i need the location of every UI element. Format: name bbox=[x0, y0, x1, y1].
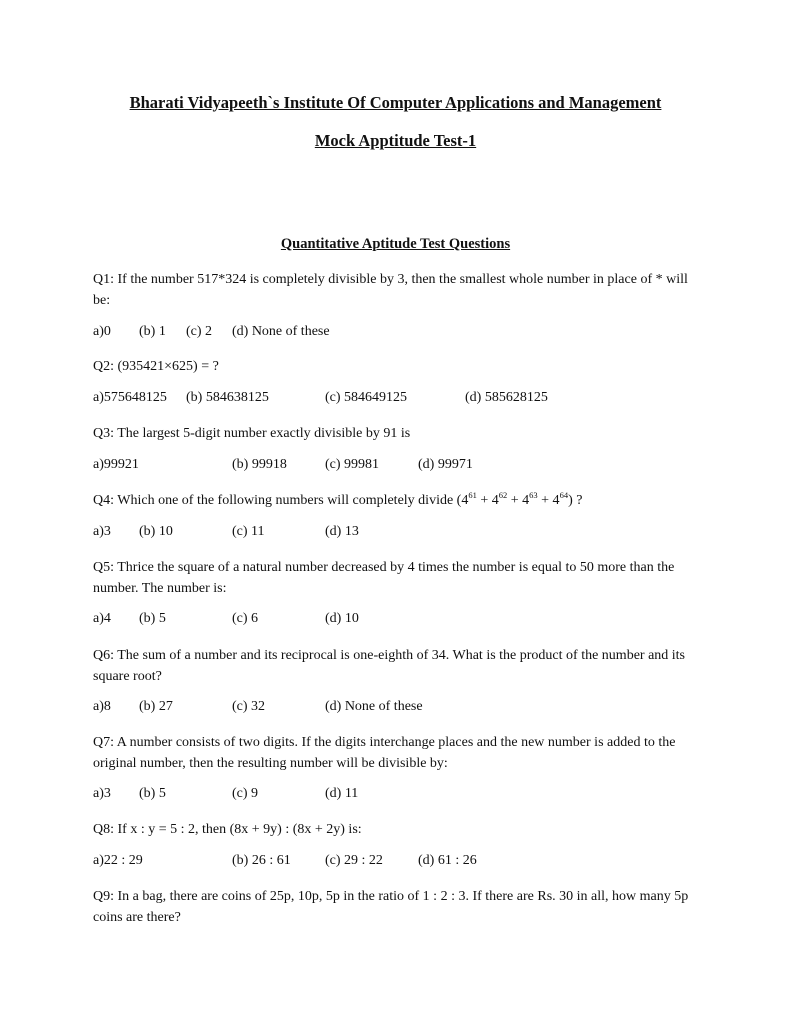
q4-plus-3: + 4 bbox=[537, 493, 560, 508]
options-q3 bbox=[93, 457, 703, 477]
options-q2 bbox=[93, 390, 703, 410]
option-c: (c) 584649125 bbox=[325, 390, 408, 405]
option-d: (d) 13 bbox=[325, 524, 359, 539]
options-q6 bbox=[93, 699, 703, 719]
question-8: Q8: If x : y = 5 : 2, then (8x + 9y) : (8x + 2y) is: bbox=[93, 822, 362, 837]
option-a: a)3 bbox=[93, 786, 111, 801]
option-d: (d) None of these bbox=[232, 324, 330, 339]
option-a: a)0 bbox=[93, 324, 111, 339]
q4-suffix: ) ? bbox=[568, 493, 583, 508]
question-9: Q9: In a bag, there are coins of 25p, 10p, 5p in the ratio of 1 : 2 : 3. If there are Rs. 30 in all, how many 5p coins are there? bbox=[93, 889, 689, 925]
q4-plus-1: + 4 bbox=[476, 493, 499, 508]
question-2: Q2: (935421×625) = ? bbox=[93, 359, 219, 374]
option-a: a)4 bbox=[93, 611, 111, 626]
option-c: (c) 2 bbox=[186, 324, 213, 339]
option-b: (b) 1 bbox=[139, 324, 166, 339]
q4-exponent-3: 63 bbox=[529, 490, 538, 500]
options-q1 bbox=[93, 324, 703, 344]
option-c: (c) 11 bbox=[232, 524, 265, 539]
option-d: (d) 10 bbox=[325, 611, 359, 626]
option-b: (b) 5 bbox=[139, 786, 166, 801]
question-6: Q6: The sum of a number and its reciprocal is one-eighth of 34. What is the product of the number and its square root? bbox=[93, 648, 686, 684]
question-7: Q7: A number consists of two digits. If the digits interchange places and the new number is added to the original number, then the resulting number will be divisible by: bbox=[93, 735, 676, 771]
option-c: (c) 99981 bbox=[325, 457, 380, 472]
option-d: (d) 99971 bbox=[418, 457, 473, 472]
option-d: (d) 61 : 26 bbox=[418, 853, 477, 868]
option-b: (b) 584638125 bbox=[186, 390, 269, 405]
q4-exponent-4: 64 bbox=[559, 490, 569, 500]
option-c: (c) 6 bbox=[232, 611, 259, 626]
option-b: (b) 99918 bbox=[232, 457, 287, 472]
q4-exponent-2: 62 bbox=[498, 490, 508, 500]
option-b: (b) 10 bbox=[139, 524, 173, 539]
option-b: (b) 27 bbox=[139, 699, 173, 714]
test-title: Mock Apptitude Test-1 bbox=[314, 131, 477, 150]
question-3: Q3: The largest 5-digit number exactly divisible by 91 is bbox=[93, 426, 411, 441]
q4-exponent-1: 61 bbox=[468, 490, 477, 500]
option-a: a)575648125 bbox=[93, 390, 167, 405]
option-c: (c) 9 bbox=[232, 786, 259, 801]
option-d: (d) 11 bbox=[325, 786, 359, 801]
option-d: (d) None of these bbox=[325, 699, 423, 714]
options-q8 bbox=[93, 853, 703, 873]
institute-title: Bharati Vidyapeeth`s Institute Of Computer Applications and Management bbox=[129, 93, 662, 112]
option-d: (d) 585628125 bbox=[465, 390, 548, 405]
option-a: a)22 : 29 bbox=[93, 853, 143, 868]
options-q4 bbox=[93, 524, 703, 544]
question-5: Q5: Thrice the square of a natural number decreased by 4 times the number is equal to 50 more than the number. The number is: bbox=[93, 560, 675, 596]
option-b: (b) 26 : 61 bbox=[232, 853, 291, 868]
section-title: Quantitative Aptitude Test Questions bbox=[280, 236, 511, 252]
option-c: (c) 29 : 22 bbox=[325, 853, 383, 868]
question-4 bbox=[93, 490, 703, 511]
option-a: a)3 bbox=[93, 524, 111, 539]
question-1: Q1: If the number 517*324 is completely divisible by 3, then the smallest whole number in place of * will be: bbox=[93, 272, 688, 308]
option-c: (c) 32 bbox=[232, 699, 266, 714]
option-b: (b) 5 bbox=[139, 611, 166, 626]
q4-plus-2: + 4 bbox=[507, 493, 530, 508]
q4-text-prefix: Q4: Which one of the following numbers will completely divide (4 bbox=[93, 493, 469, 508]
options-q7 bbox=[93, 786, 703, 806]
options-q5 bbox=[93, 611, 703, 631]
option-a: a)8 bbox=[93, 699, 111, 714]
option-a: a)99921 bbox=[93, 457, 139, 472]
